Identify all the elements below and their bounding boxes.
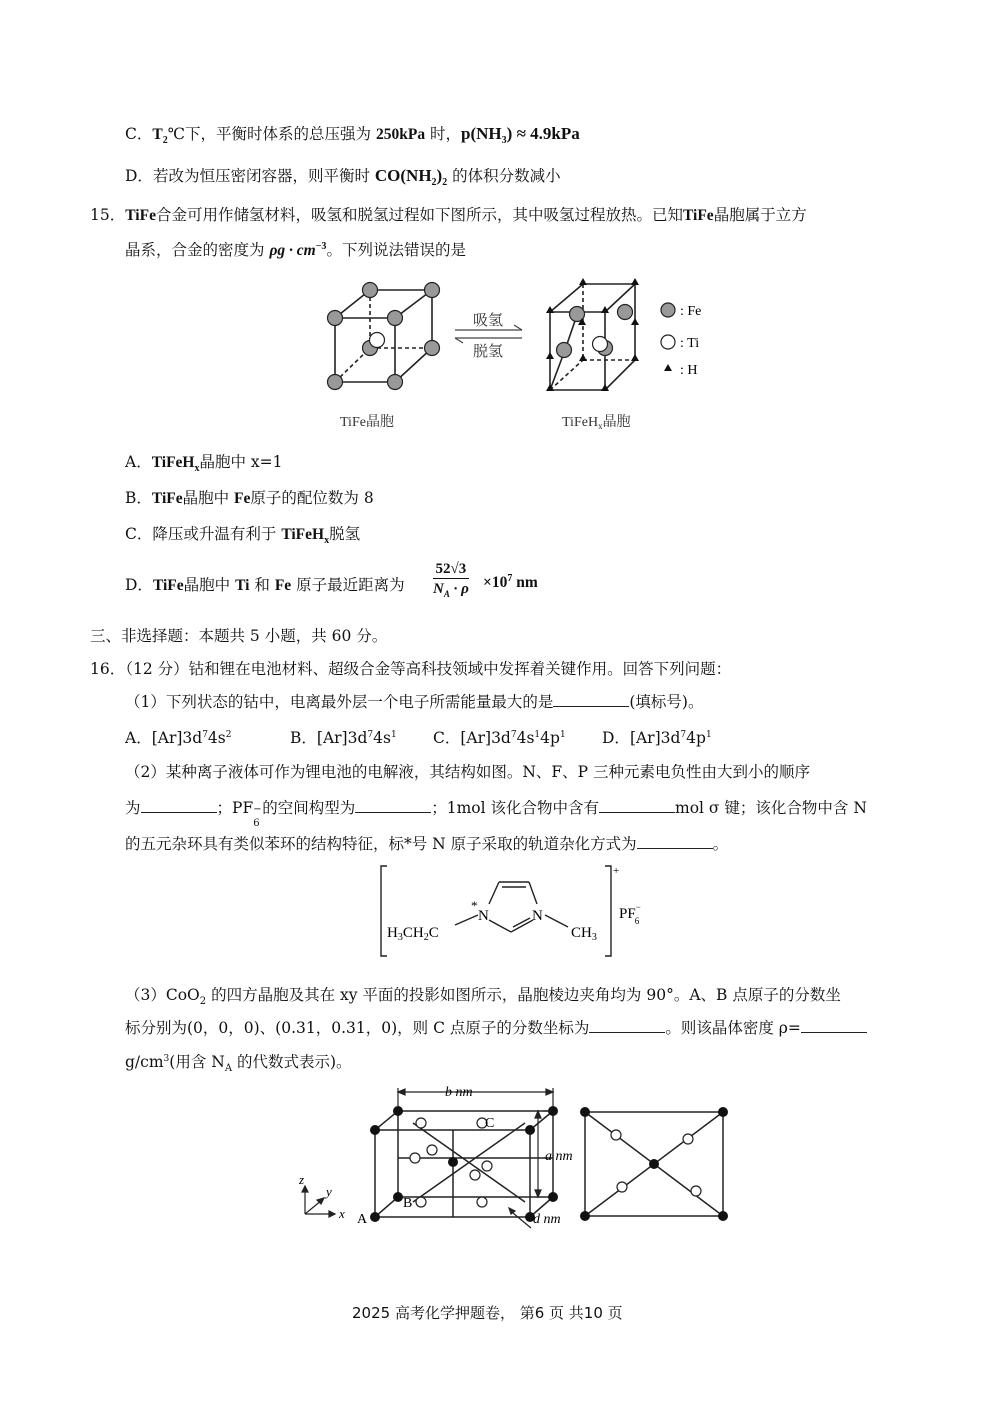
q16-part2-line1: （2）某种离子液体可作为锂电池的电解液，其结构如图。N、F、P 三种元素电负性由大到小的顺序 (125, 763, 811, 781)
svg-text:*: * (471, 898, 478, 913)
svg-text:: H: : H (680, 363, 698, 378)
coo2-cell-figure (295, 1080, 740, 1235)
svg-text:+: + (613, 865, 620, 877)
q15-crystal-figure (300, 268, 740, 438)
svg-text:N: N (478, 908, 489, 924)
q15-fraction: 52√3 $N_A \cdot \rho$ (433, 561, 469, 599)
q14-option-d: D．若改为恒压密闭容器，则平衡时 $CO(NH_2)_2$ 的体积分数减小 (125, 166, 561, 189)
q14-option-c: C．$T_2℃$下，平衡时体系的总压强为 250kPa 时，$p(NH_3) \approx 4.9kPa$ (125, 124, 580, 147)
q16-part1-option-d: D．$[Ar]3d^74p^1$ (602, 729, 712, 747)
q16-part3-line3: $g/cm^3$(用含 $N_A$ 的代数式表示)。 (125, 1053, 352, 1075)
q16-part1-option-c: C．$[Ar]3d^74s^14p^1$ (433, 729, 566, 747)
svg-text:: Ti: : Ti (680, 336, 700, 351)
d-dimension-label: d nm (533, 1212, 561, 1227)
svg-text:: Fe: : Fe (680, 304, 702, 319)
q16-part2-line3: 的五元杂环具有类似苯环的结构特征，标*号 N 原子采取的轨道杂化方式为 。 (125, 832, 728, 854)
absorb-h-label: 吸氢 (473, 313, 504, 329)
q15-option-c: C．降压或升温有利于 TiFeH$_x$脱氢 (125, 525, 361, 547)
q16-intro: 16．（12 分）钴和锂在电池材料、超级合金等高科技领域中发挥着关键作用。回答下列问题： (90, 660, 732, 678)
a-dimension-label: a nm (545, 1149, 573, 1164)
q15-option-a: A．TiFeH$_x$晶胞中 x=1 (125, 453, 283, 475)
svg-text:PF−6: PF− 6 (619, 902, 641, 926)
q16-part3-line2: 标分别为(0，0，0)、(0.31，0.31，0)，则 C 点原子的分数坐标为 。则该晶体密度 ρ= (125, 1016, 867, 1038)
q15-option-b: B．TiFe晶胞中 Fe原子的配位数为 8 (125, 489, 374, 507)
b-dimension-label: b nm (445, 1085, 473, 1100)
q15-option-d: D．TiFe晶胞中 Ti 和 Fe 原子最近距离为 (125, 576, 405, 594)
q15-stem-line2: 晶系，合金的密度为 $\rho g \cdot cm^{-3}$。下列说法错误的是 (125, 240, 466, 259)
svg-text:z: z (299, 1172, 305, 1187)
tife-caption: TiFe晶胞 (340, 415, 394, 430)
q16-part1-option-b: B．$[Ar]3d^74s^1$ (290, 729, 397, 747)
svg-text:N: N (532, 908, 543, 924)
q16-part3-line1: （3）CoO$_2$ 的四方晶胞及其在 xy 平面的投影如图所示，晶胞棱边夹角均为 90°。A、B 点原子的分数坐 (125, 986, 841, 1008)
section-three-heading: 三、非选择题：本题共 5 小题，共 60 分。 (90, 627, 388, 645)
point-c-label: C (485, 1116, 495, 1131)
svg-text:CH3: $CH_3$ (571, 925, 597, 943)
point-a-label: A (357, 1212, 368, 1227)
answer-blank[interactable] (553, 690, 629, 707)
answer-blank[interactable] (637, 832, 713, 849)
release-h-label: 脱氢 (473, 344, 504, 360)
answer-blank[interactable] (801, 1016, 867, 1033)
tifehx-cell (550, 284, 635, 390)
page-footer: 2025 高考化学押题卷， 第6 页 共10 页 (352, 1304, 623, 1322)
ionic-liquid-structure (375, 860, 655, 960)
legend (661, 303, 701, 378)
svg-text:H3CH2C: $H_3CH_2C$ (387, 925, 439, 943)
answer-blank[interactable] (141, 796, 217, 813)
answer-blank[interactable] (355, 796, 431, 813)
point-b-label: B (403, 1196, 413, 1211)
answer-blank[interactable] (589, 1016, 665, 1033)
q15-stem-line1: 15．TiFe合金可用作储氢材料，吸氢和脱氢过程如下图所示，其中吸氢过程放热。已知TiFe晶胞属于立方 (90, 206, 807, 224)
q16-part2-line2: 为 ；PF − 6 的空间构型为 ；1mol 该化合物中含有 mol σ 键；该化合物中含 N (125, 796, 867, 818)
tifehx-caption: TiFeH$_x$晶胞 (562, 415, 631, 431)
svg-text:x: x (339, 1206, 345, 1221)
q16-part1: （1）下列状态的钴中，电离最外层一个电子所需能量最大的是 (填标号)。 (125, 690, 703, 712)
svg-text:y: y (326, 1184, 332, 1199)
q15-optd-tail: $\times 10^7$ nm (483, 573, 538, 592)
q16-part1-option-a: A．$[Ar]3d^74s^2$ (125, 729, 232, 747)
answer-blank[interactable] (599, 796, 675, 813)
